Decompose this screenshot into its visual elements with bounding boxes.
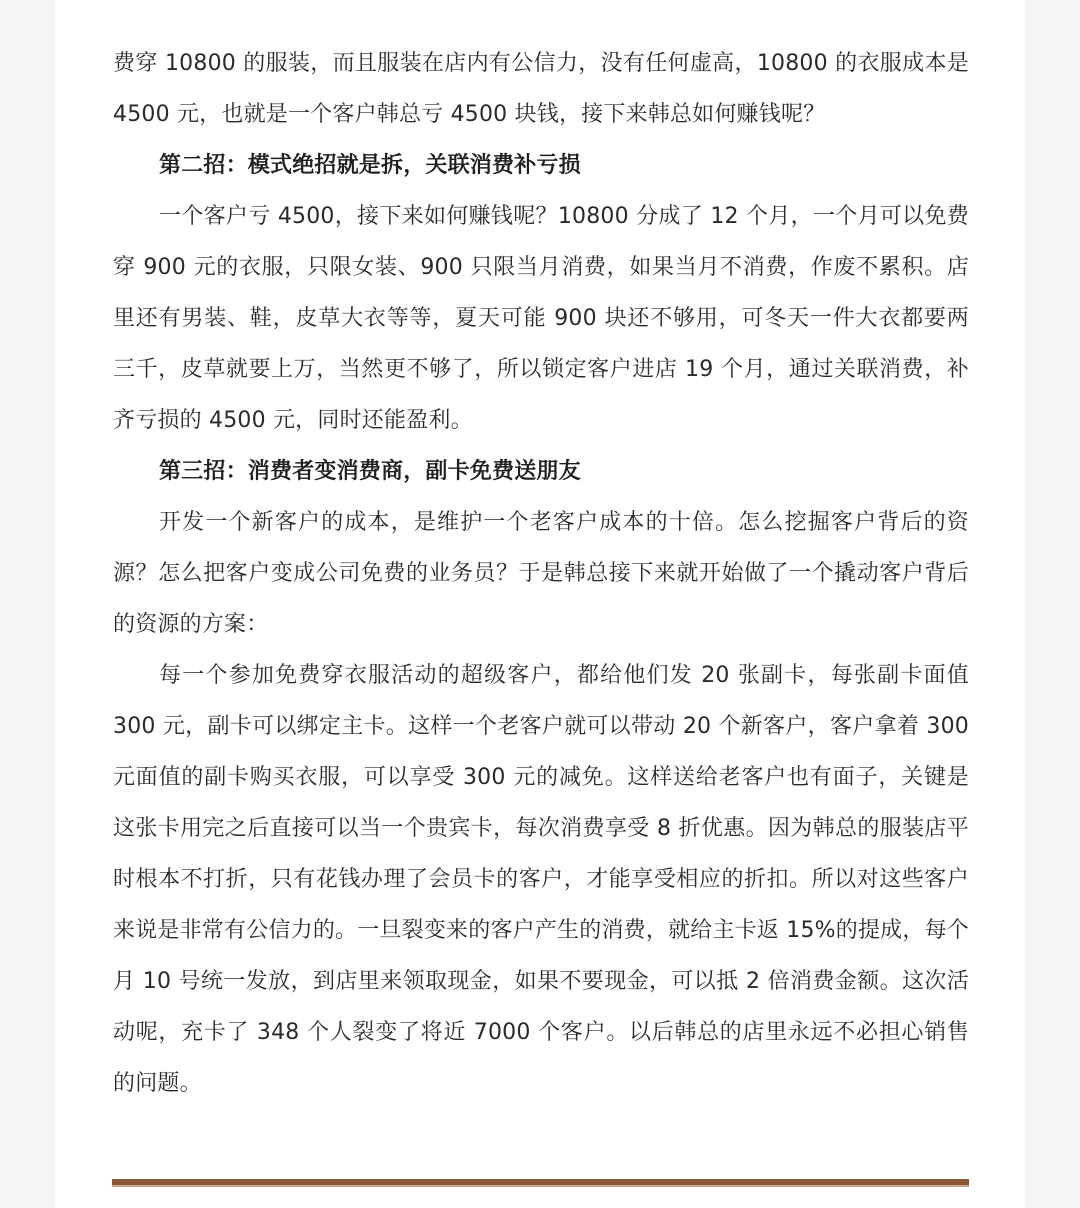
article-paragraph: 开发一个新客户的成本，是维护一个老客户成本的十倍。怎么挖掘客户背后的资源？怎么把客户变成公司免费的业务员？于是韩总接下来就开始做了一个撬动客户背后的资源的方案：: [113, 510, 969, 637]
section-divider-shadow: [112, 1185, 969, 1187]
article-body: [113, 38, 969, 1109]
article-page: [55, 0, 1025, 1208]
section-heading: 第三招：消费者变消费商，副卡免费送朋友: [159, 459, 581, 484]
section-heading: 第二招：模式绝招就是拆，关联消费补亏损: [159, 153, 581, 178]
article-paragraph: 每一个参加免费穿衣服活动的超级客户，都给他们发 20 张副卡，每张副卡面值 300 元，副卡可以绑定主卡。这样一个老客户就可以带动 20 个新客户，客户拿着 300 元面值的副卡购买衣服，可以享受 300 元的减免。这样送给老客户也有面子，关键是这张卡用完之后直接可以当一个贵宾卡，每次消费享受 8 折优惠。因为韩总的服装店平时根本不打折，只有花钱办理了会员卡的客户，才能享受相应的折扣。所以对这些客户来说是非常有公信力的。一旦裂变来的客户产生的消费，就给主卡返 15%的提成，每个月 10 号统一发放，到店里来领取现金，如果不要现金，可以抵 2 倍消费金额。这次活动呢，充卡了 348 个人裂变了将近 7000 个客户。以后韩总的店里永远不必担心销售的问题。: [113, 663, 969, 1096]
article-paragraph: 费穿 10800 的服装，而且服装在店内有公信力，没有任何虚高，10800 的衣服成本是 4500 元，也就是一个客户韩总亏 4500 块钱，接下来韩总如何赚钱呢？: [113, 51, 969, 127]
article-paragraph: 一个客户亏 4500，接下来如何赚钱呢？10800 分成了 12 个月，一个月可以免费穿 900 元的衣服，只限女装、900 只限当月消费，如果当月不消费，作废不累积。店里还有男装、鞋，皮草大衣等等，夏天可能 900 块还不够用，可冬天一件大衣都要两三千，皮草就要上万，当然更不够了，所以锁定客户进店 19 个月，通过关联消费，补齐亏损的 4500 元，同时还能盈利。: [113, 204, 969, 433]
